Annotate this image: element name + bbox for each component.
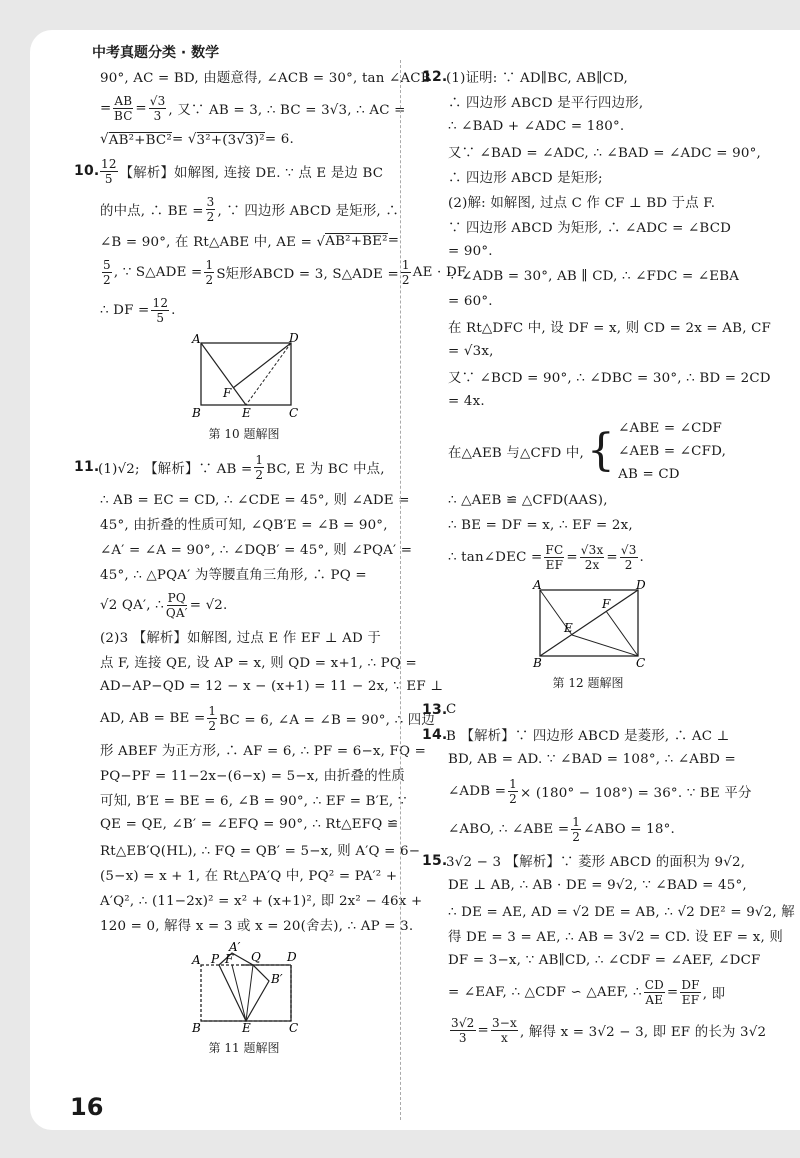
numerator: 3√2 — [451, 1015, 475, 1030]
radicand: 3²+(3√3)² — [196, 132, 265, 148]
svg-text:E: E — [564, 621, 573, 635]
text-line — [438, 89, 738, 114]
equation: ∠AEB = ∠CFD, — [618, 443, 727, 459]
text-run: DE ⊥ AB, ∴ AB · DE = 9√2, ∵ ∠BAD = 45°, — [448, 878, 747, 893]
text-run: × (180° − 108°) = 36°. ∵ BE 平分 — [520, 785, 752, 801]
text-run: PQ−PF = 11−2x−(6−x) = 5−x, 由折叠的性质 — [100, 769, 406, 784]
text-run: ∴ AB = EC = CD, ∴ ∠CDE = 45°, 则 ∠ADE = — [100, 493, 410, 508]
fraction — [644, 978, 665, 1007]
text-run: = — [666, 984, 679, 1000]
numerator: 1 — [205, 257, 214, 272]
text-line — [438, 114, 738, 139]
fraction — [254, 453, 264, 482]
fraction — [491, 1016, 518, 1045]
denominator: 2 — [509, 791, 517, 806]
text-run: 在 Rt△DFC 中, 设 DF = x, 则 CD = 2x = AB, CF — [448, 321, 772, 336]
fraction — [207, 704, 217, 733]
text-line — [438, 414, 738, 488]
denominator: 2x — [584, 557, 600, 572]
text-run: ∠ABO, ∴ ∠ABE = — [448, 821, 570, 837]
numerator: 5 — [103, 257, 111, 272]
text-line — [438, 772, 752, 810]
text-line — [90, 228, 398, 253]
question-number: 12. — [422, 68, 448, 85]
svg-text:E: E — [242, 1021, 251, 1033]
svg-text:A: A — [192, 333, 201, 346]
text-line — [438, 488, 738, 513]
svg-text:Q: Q — [251, 950, 261, 964]
text-run: 45°, ∴ △PQA′ 为等腰直角三角形, ∴ PQ = — [100, 568, 367, 583]
denominator: 2 — [205, 272, 214, 287]
text-run: ∴ △AEB ≌ △CFD(AAS), — [448, 493, 608, 508]
text-run: AE · DF, — [412, 264, 469, 280]
question-line — [74, 448, 398, 486]
svg-text:F: F — [602, 597, 611, 611]
text-run: 得 DE = 3 = AE, ∴ AB = 3√2 = CD. 设 EF = x, 则 — [448, 930, 783, 945]
brace-symbol: { — [586, 425, 616, 476]
question-number: 13. — [422, 701, 448, 718]
text-run: BC, E 为 BC 中点, — [266, 461, 385, 477]
denominator: 2 — [624, 557, 633, 572]
text-line — [438, 1011, 767, 1049]
text-run: AD, AB = BE = — [100, 710, 206, 726]
denominator: 5 — [104, 171, 113, 186]
text-run: 3√2 − 3 【解析】∵ 菱形 ABCD 的面积为 9√2, — [446, 855, 746, 870]
svg-text:D: D — [636, 580, 646, 592]
numerator: FC — [545, 542, 564, 557]
question-number: 14. — [422, 726, 448, 743]
text-run: ∠A′ = ∠A = 90°, ∴ ∠DQB′ = 45°, 则 ∠PQA′ = — [100, 543, 413, 558]
numerator: √3x — [580, 542, 604, 557]
text-line — [438, 948, 761, 973]
text-line — [90, 737, 427, 762]
fraction — [151, 296, 169, 325]
right-column — [422, 64, 795, 1049]
numerator: CD — [644, 977, 664, 992]
text-line — [90, 253, 469, 291]
text-run: 可知, B′E = BE = 6, ∠B = 90°, ∴ EF = B′E, ∵ — [100, 794, 407, 809]
text-line — [90, 536, 413, 561]
text-run: ∴ 四边形 ABCD 是平行四边形, — [448, 96, 644, 111]
text-line — [90, 511, 398, 536]
text-run: = — [100, 100, 112, 116]
text-run: ∴ DE = AE, AD = √2 DE = AB, ∴ √2 DE² = 9√2, 解 — [448, 905, 795, 920]
system-of-equations — [584, 417, 726, 486]
numerator: 12 — [101, 156, 117, 171]
numerator: 1 — [401, 257, 410, 272]
numerator: PQ — [167, 590, 186, 605]
text-line — [90, 190, 398, 228]
text-line — [90, 486, 410, 511]
fraction — [149, 94, 167, 123]
text-run: Rt△EB′Q(HL), ∴ FQ = QB′ = 5−x, 则 A′Q = 6− — [100, 844, 421, 859]
fraction — [166, 591, 188, 620]
numerator: AB — [114, 93, 133, 108]
numerator: 3−x — [491, 1015, 518, 1030]
denominator: AE — [645, 992, 664, 1007]
svg-text:B: B — [192, 406, 201, 419]
text-line — [90, 291, 398, 329]
text-line — [90, 64, 431, 89]
denominator: BC — [114, 108, 133, 123]
text-run: √2 QA′, ∴ — [100, 597, 164, 613]
text-run: 45°, 由折叠的性质可知, ∠QB′E = ∠B = 90°, — [100, 518, 388, 533]
text-run: B 【解析】∵ 四边形 ABCD 是菱形, ∴ AC ⊥ — [446, 729, 730, 744]
text-run: ∠ABO = 18°. — [583, 821, 675, 837]
text-run: BD, AB = AD. ∵ ∠BAD = 108°, ∴ ∠ABD = — [448, 752, 736, 767]
text-run: = 6. — [264, 132, 294, 147]
fraction — [620, 543, 638, 572]
text-line — [438, 164, 738, 189]
numerator: DF — [681, 977, 700, 992]
text-run: , 即 — [702, 986, 726, 1002]
text-run: = 60°. — [448, 294, 493, 309]
text-run: ∴ tan∠DEC = — [448, 549, 543, 565]
svg-text:B: B — [192, 1021, 201, 1033]
text-run: 在△AEB 与△CFD 中, — [448, 445, 584, 461]
denominator: 2 — [208, 718, 217, 733]
equation: AB = CD — [618, 466, 680, 482]
text-run: = — [606, 549, 618, 565]
question-line — [422, 64, 738, 89]
text-line — [438, 747, 738, 772]
svg-text:C: C — [289, 406, 299, 419]
text-line — [438, 873, 747, 898]
text-run: . — [171, 302, 176, 318]
svg-text:C: C — [289, 1021, 299, 1033]
figure-f11 — [90, 941, 398, 1056]
text-run: = √ — [171, 132, 197, 147]
denominator: 2 — [206, 209, 215, 224]
text-run: ∴ BE = DF = x, ∴ EF = 2x, — [448, 518, 633, 533]
denominator: x — [501, 1030, 508, 1045]
text-line — [438, 923, 783, 948]
text-line — [438, 364, 771, 389]
text-run: ∴ 四边形 ABCD 是矩形; — [448, 171, 603, 186]
text-line — [438, 189, 738, 214]
text-run: √ — [100, 132, 109, 147]
text-line — [90, 812, 398, 837]
text-run: , 解得 x = 3√2 − 3, 即 EF 的长为 3√2 — [520, 1024, 767, 1040]
figure-caption: 第 11 题解图 — [208, 1041, 280, 1055]
text-line — [438, 314, 772, 339]
text-line — [438, 214, 738, 239]
text-run: , ∵ S△ADE = — [113, 264, 203, 280]
numerator: 1 — [509, 776, 517, 791]
svg-text:A: A — [533, 580, 542, 592]
figure-caption: 第 10 题解图 — [208, 427, 280, 441]
denominator: 5 — [156, 310, 165, 325]
geometry-diagram — [528, 580, 648, 672]
svg-text:D: D — [289, 333, 299, 345]
text-line — [90, 624, 398, 649]
text-run: DF = 3−x, ∵ AB∥CD, ∴ ∠CDF = ∠AEF, ∠DCF — [448, 953, 761, 968]
running-header: 中考真题分类 · 数学 — [92, 45, 220, 61]
text-line — [438, 513, 738, 538]
text-run: AD−AP−QD = 12 − x − (x+1) = 11 − 2x, ∵ EF ⊥ — [100, 679, 444, 694]
text-run: 又∵ ∠BAD = ∠ADC, ∴ ∠BAD = ∠ADC = 90°, — [448, 146, 761, 161]
document-page — [30, 30, 800, 1130]
figure-f10 — [90, 333, 398, 442]
fraction — [508, 777, 518, 806]
denominator: EF — [681, 992, 700, 1007]
text-run: ∵ ∠ADB = 30°, AB ∥ CD, ∴ ∠FDC = ∠EBA — [448, 269, 740, 284]
text-line — [438, 289, 738, 314]
text-line — [90, 586, 398, 624]
question-number: 11. — [74, 459, 100, 475]
denominator: 2 — [572, 829, 581, 844]
fraction — [100, 157, 118, 186]
text-run: , 又∵ AB = 3, ∴ BC = 3√3, ∴ AC = — [168, 102, 406, 118]
svg-text:E: E — [242, 406, 251, 419]
fraction — [450, 1016, 476, 1045]
denominator: QA′ — [165, 605, 188, 620]
text-run: S矩形ABCD = 3, S△ADE = — [216, 266, 399, 282]
text-line — [438, 239, 738, 264]
text-run: = — [135, 100, 147, 116]
numerator: √3 — [149, 93, 166, 108]
text-run: ∠ADB = — [448, 783, 507, 799]
text-line — [438, 810, 738, 848]
text-run: (1)√2; 【解析】∵ AB = — [98, 461, 253, 477]
text-run: QE = QE, ∠B′ = ∠EFQ = 90°, ∴ Rt△EFQ ≌ — [100, 817, 399, 832]
text-run: (2)3 【解析】如解图, 过点 E 作 EF ⊥ AD 于 — [100, 631, 381, 646]
fraction — [206, 195, 216, 224]
text-run: (1)证明: ∵ AD∥BC, AB∥CD, — [446, 71, 628, 86]
fraction — [680, 978, 700, 1007]
question-line — [422, 697, 738, 722]
radicand: AB²+BE² — [325, 233, 388, 249]
text-line — [90, 912, 414, 937]
numerator: 1 — [208, 703, 217, 718]
text-run: 【解析】如解图, 连接 DE. ∵ 点 E 是边 BC — [119, 165, 384, 181]
numerator: √3 — [620, 542, 637, 557]
question-number: 15. — [422, 852, 448, 869]
denominator: 2 — [401, 272, 410, 287]
denominator: 2 — [255, 467, 264, 482]
text-line — [90, 89, 406, 127]
question-line — [74, 152, 398, 190]
denominator: 3 — [153, 108, 162, 123]
equations — [618, 417, 726, 486]
svg-text:F: F — [223, 386, 232, 400]
text-line — [438, 139, 761, 164]
text-run: ∠B = 90°, 在 Rt△ABE 中, AE = √ — [100, 235, 326, 250]
numerator: 1 — [572, 814, 581, 829]
text-line — [90, 649, 417, 674]
fraction — [544, 543, 564, 572]
denominator: 3 — [458, 1030, 467, 1045]
geometry-diagram — [189, 941, 299, 1037]
text-run: = 4x. — [448, 394, 485, 409]
radicand: AB²+BC² — [108, 132, 172, 148]
text-line — [90, 862, 398, 887]
numerator: 12 — [152, 295, 169, 310]
svg-text:D: D — [287, 950, 297, 964]
text-line — [90, 887, 423, 912]
text-line — [438, 973, 738, 1011]
text-run: = √2. — [189, 597, 228, 613]
text-run: = ∠EAF, ∴ △CDF ∽ △AEF, ∴ — [448, 984, 642, 1000]
text-line — [438, 538, 738, 576]
text-run: ∵ 四边形 ABCD 为矩形, ∴ ∠ADC = ∠BCD — [448, 221, 732, 236]
text-run: 又∵ ∠BCD = 90°, ∴ ∠DBC = 30°, ∴ BD = 2CD — [448, 371, 771, 386]
text-run: . — [639, 549, 644, 565]
denominator: EF — [545, 557, 564, 572]
text-run: = — [566, 549, 578, 565]
text-run: BC = 6, ∠A = ∠B = 90°, ∴ 四边 — [219, 712, 435, 728]
fraction — [102, 258, 112, 287]
text-run: ∴ DF = — [100, 302, 150, 318]
svg-text:A′: A′ — [229, 941, 241, 954]
svg-text:C: C — [636, 656, 646, 668]
column-divider — [400, 60, 401, 1120]
text-line — [438, 389, 738, 414]
svg-text:B: B — [533, 656, 542, 668]
text-run: (5−x) = x + 1, 在 Rt△PA′Q 中, PQ² = PA′² + — [100, 869, 398, 884]
numerator: 1 — [255, 452, 264, 467]
text-run: = √3x, — [448, 344, 494, 359]
fraction — [571, 815, 581, 844]
text-line — [90, 787, 407, 812]
svg-text:F: F — [225, 952, 234, 966]
fraction — [204, 258, 214, 287]
text-run: A′Q², ∴ (11−2x)² = x² + (x+1)², 即 2x² − 46x + — [100, 894, 423, 909]
text-line — [90, 674, 444, 699]
fraction — [113, 94, 133, 123]
text-run: ∴ ∠BAD + ∠ADC = 180°. — [448, 119, 625, 134]
geometry-diagram — [189, 333, 299, 423]
text-line — [90, 561, 398, 586]
question-line — [422, 848, 746, 873]
svg-text:B′: B′ — [271, 972, 283, 986]
text-run: , ∵ 四边形 ABCD 是矩形, ∴ — [217, 203, 399, 219]
text-line — [90, 837, 421, 862]
equation: ∠ABE = ∠CDF — [618, 420, 723, 436]
text-run: 形 ABEF 为正方形, ∴ AF = 6, ∴ PF = 6−x, FQ = — [100, 744, 427, 759]
text-run: = 90°. — [448, 244, 493, 259]
text-run: 90°, AC = BD, 由题意得, ∠ACB = 30°, tan ∠ACB — [100, 71, 431, 86]
figure-caption: 第 12 题解图 — [552, 676, 624, 690]
text-line — [438, 264, 738, 289]
svg-text:P: P — [211, 952, 220, 966]
fraction — [401, 258, 411, 287]
numerator: 3 — [206, 194, 215, 209]
text-line — [90, 762, 406, 787]
text-run: 120 = 0, 解得 x = 3 或 x = 20(舍去), ∴ AP = 3. — [100, 919, 414, 934]
text-run: 点 F, 连接 QE, 设 AP = x, 则 QD = x+1, ∴ PQ = — [100, 656, 417, 671]
text-run: = — [477, 1022, 489, 1038]
text-line — [438, 339, 738, 364]
text-run: = — [387, 233, 400, 248]
figure-f12 — [438, 580, 738, 691]
text-line — [438, 898, 795, 923]
text-run: 的中点, ∴ BE = — [100, 203, 204, 219]
text-line — [90, 127, 398, 152]
denominator: 2 — [103, 272, 111, 287]
page-number: 16 — [70, 1093, 104, 1121]
text-run: (2)解: 如解图, 过点 C 作 CF ⊥ BD 于点 F. — [448, 196, 716, 211]
question-number: 10. — [74, 163, 100, 179]
question-line — [422, 722, 738, 747]
svg-text:A: A — [192, 953, 201, 967]
text-run: C — [446, 702, 457, 717]
fraction — [580, 543, 605, 572]
